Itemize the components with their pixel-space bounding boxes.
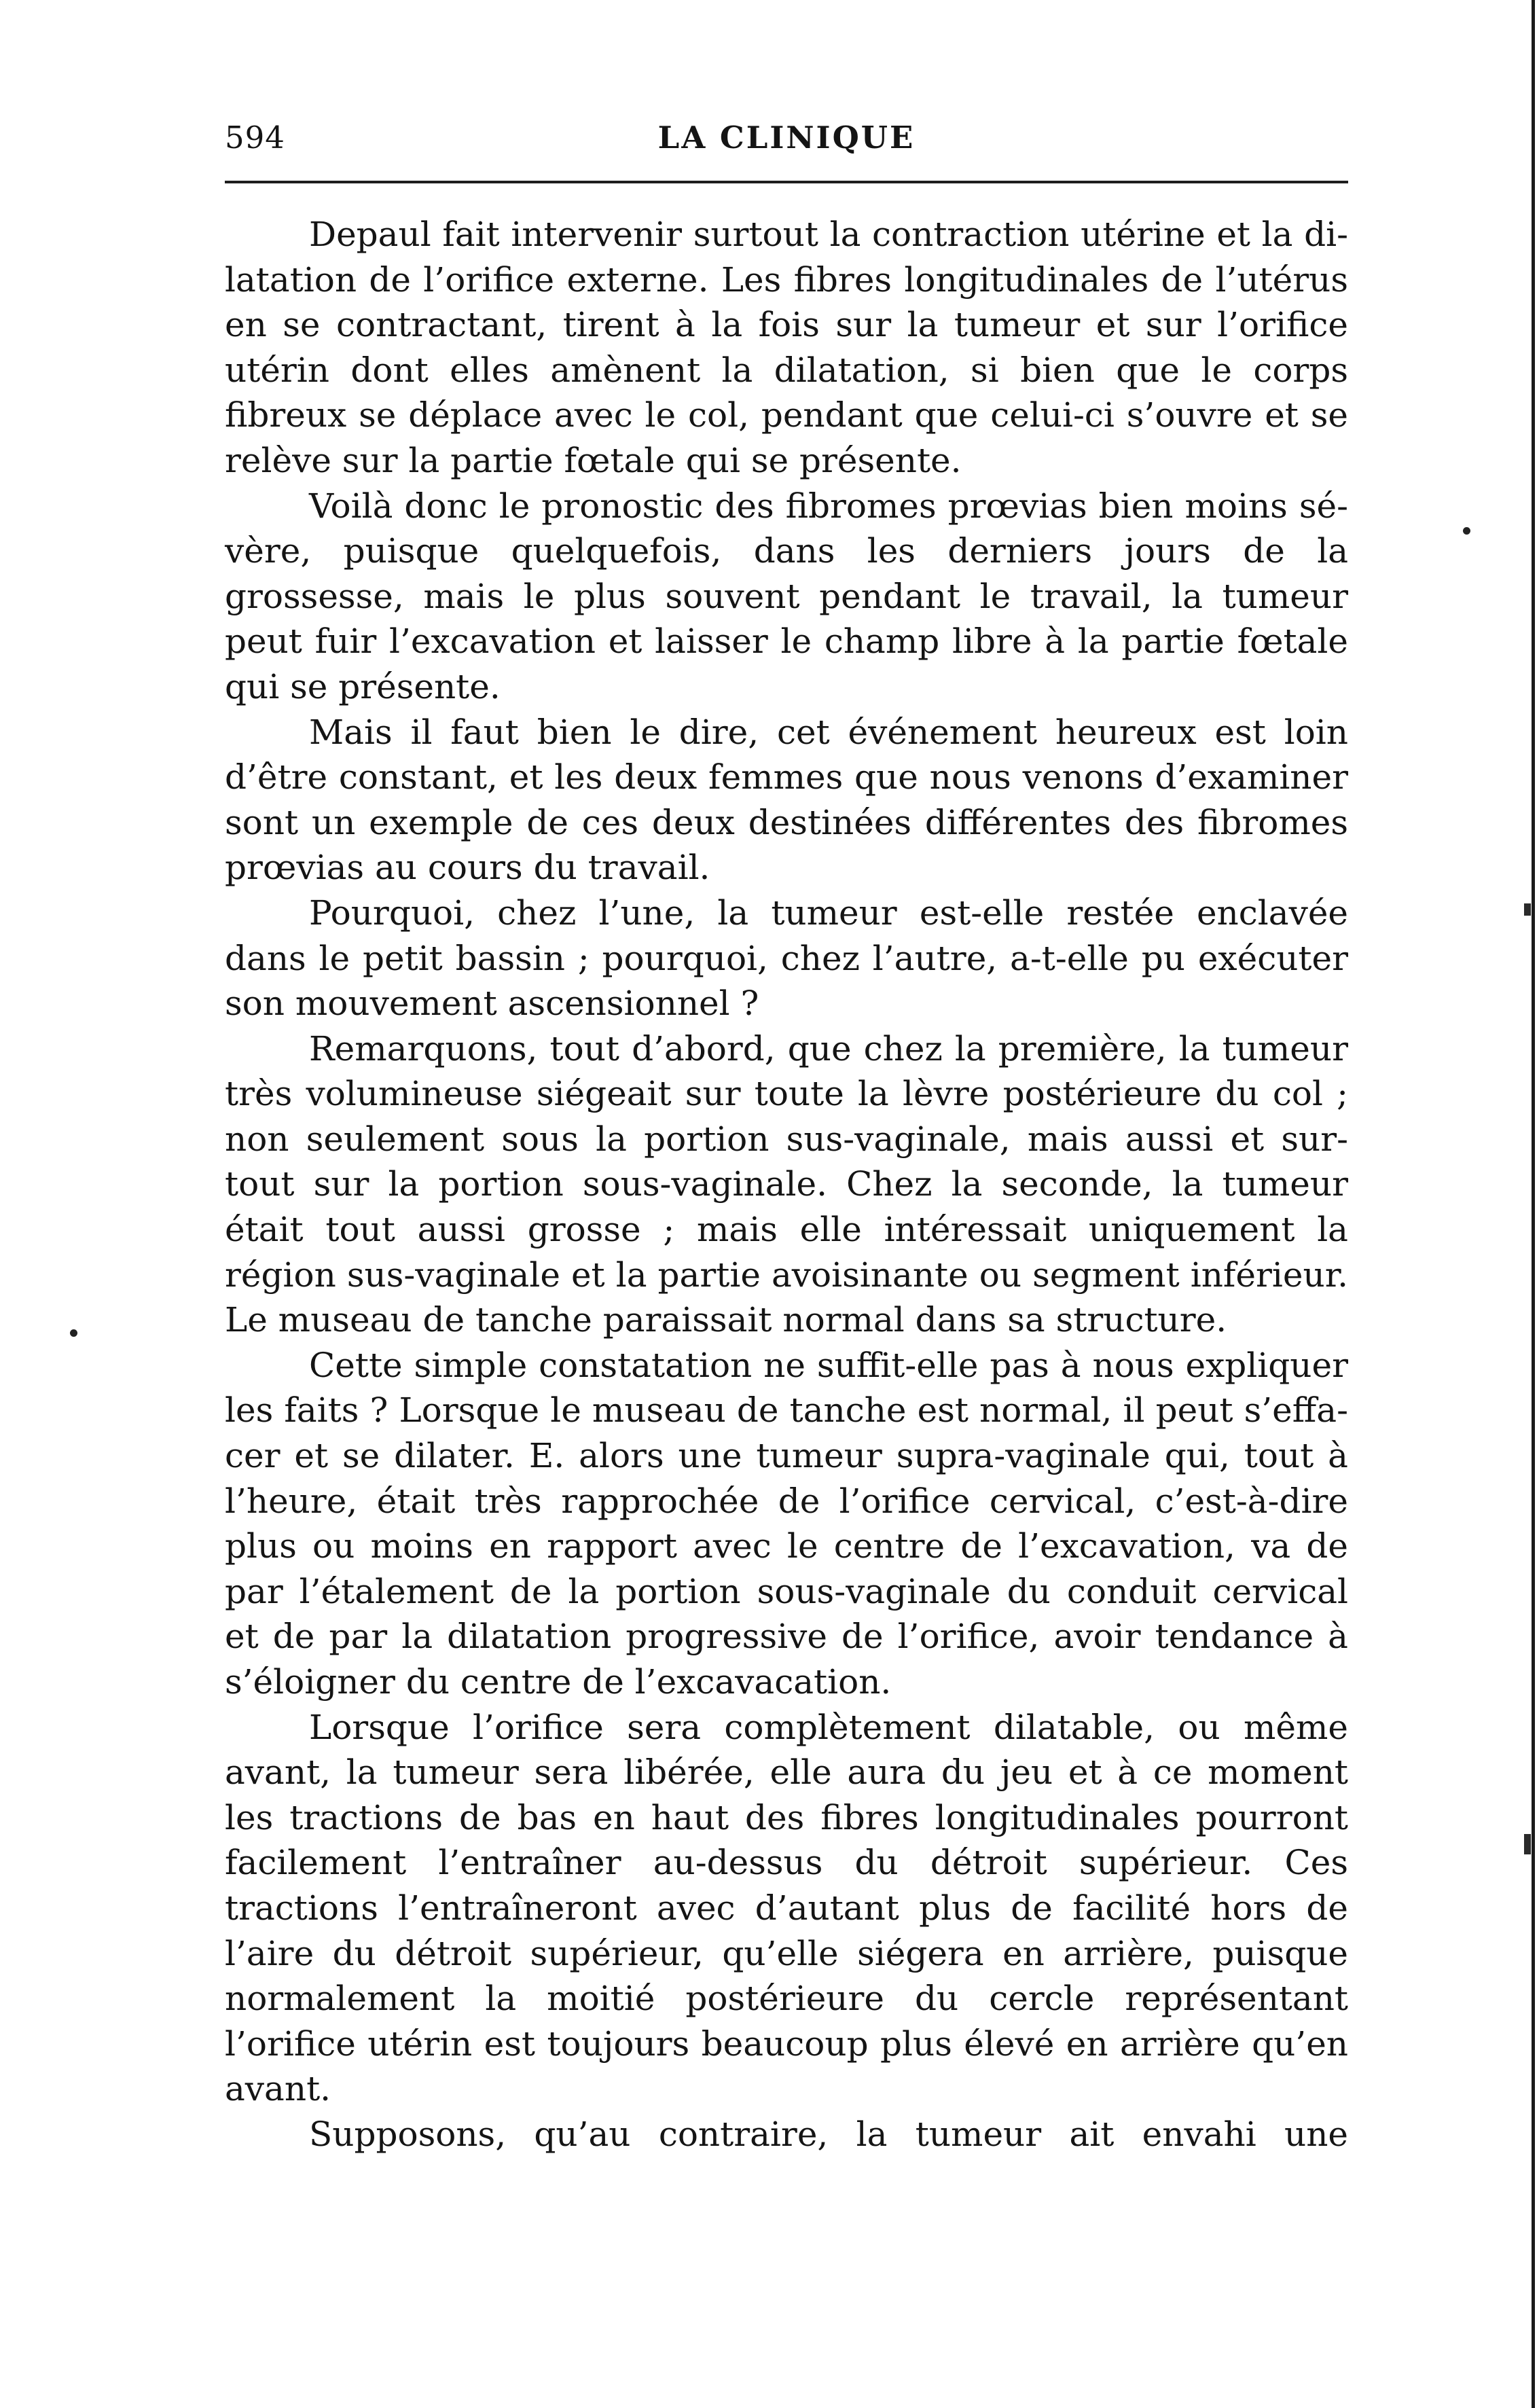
paragraph: Depaul fait intervenir surtout la contraction utérine et la dilatation de l’orifice externe. Les fibres longitudinales de l’utérus en se contractant, tirent à la fois sur la tumeur et sur l’orifice utérin dont elles amènent la dilatation, si bien que le corps fibreux se déplace avec le col, pendant que celui-ci s’ouvre et se relève sur la partie fœtale qui se présente. — [225, 215, 1348, 480]
page-edge-line — [1532, 0, 1535, 2408]
paragraph: Voilà donc le pronostic des fibromes prœvias bien moins sévère, puisque quelquefois, dans les derniers jours de la grossesse, mais le plus souvent pendant le travail, la tumeur peut fuir l’excavation et laisser le champ libre à la partie fœtale qui se présente. — [225, 486, 1348, 706]
paragraph: Cette simple constatation ne suffit-elle pas à nous expliquer les faits ? Lorsque le museau de tanche est normal, il peut s’effacer et se dilater. E. alors une tumeur supra-vaginale qui, tout à l’heure, était très rapprochée de l’orifice cervical, c’est-à-dire plus ou moins en rapport avec le centre de l’excavation, va de par l’étalement de la portion sous-vaginale du conduit cervical et de par la dilatation progressive de l’orifice, avoir tendance à s’éloigner du centre de l’excavacation. — [225, 1345, 1348, 1702]
header-rule — [225, 181, 1348, 183]
paragraph: Mais il faut bien le dire, cet événement heureux est loin d’être constant, et les deux femmes que nous venons d’examiner sont un exemple de ces deux destinées différentes des fibromes prœvias au cours du travail. — [225, 712, 1348, 888]
ink-speck — [70, 1329, 77, 1337]
page-number: 594 — [225, 120, 285, 156]
paragraph: Pourquoi, chez l’une, la tumeur est-elle restée enclavée dans le petit bassin ; pourquoi, chez l’autre, a-t-elle pu exécuter son mouvement ascensionnel ? — [225, 893, 1348, 1024]
running-title: LA CLINIQUE — [657, 120, 916, 156]
page-edge-mark — [1524, 903, 1531, 916]
paragraph: Remarquons, tout d’abord, que chez la première, la tumeur très volumineuse siégeait sur toute la lèvre postérieure du col ; non seulement sous la portion sus-vaginale, mais aussi et surtout sur la portion sous-vaginale. Chez la seconde, la tumeur était tout aussi grosse ; mais elle intéressait uniquement la région sus-vaginale et la partie avoisinante ou segment inférieur. Le museau de tanche paraissait normal dans sa structure. — [225, 1028, 1348, 1340]
page-header — [225, 114, 1348, 162]
page-edge-mark — [1524, 1834, 1531, 1854]
paragraph: Supposons, qu’au contraire, la tumeur ait envahi une — [309, 2114, 1348, 2154]
ink-speck — [1463, 527, 1470, 535]
body-text — [225, 212, 1348, 2157]
paragraph: Lorsque l’orifice sera complètement dilatable, ou même avant, la tumeur sera libérée, elle aura du jeu et à ce moment les tractions de bas en haut des fibres longitudinales pourront facilement l’entraîner au-dessus du détroit supérieur. Ces tractions l’entraîneront avec d’autant plus de facilité hors de l’aire du détroit supérieur, qu’elle siégera en arrière, puisque normalement la moitié postérieure du cercle représentant l’orifice utérin est toujours beaucoup plus élevé en arrière qu’en avant. — [225, 1707, 1348, 2109]
